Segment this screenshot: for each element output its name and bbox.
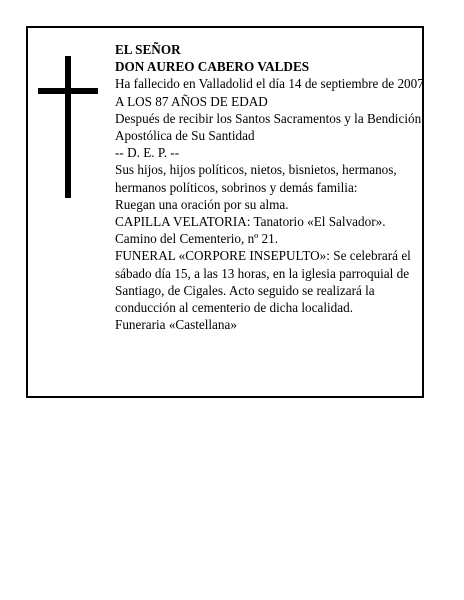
age-line: A LOS 87 AÑOS DE EDAD (115, 93, 268, 109)
death-notice: Ha fallecido en Valladolid el día 14 de septiembre de 2007 (115, 76, 424, 92)
prayer-request: Ruegan una oración por su alma. (115, 196, 289, 212)
deceased-name: DON AUREO CABERO VALDES (115, 59, 310, 75)
cross-icon (38, 56, 98, 198)
funeral-home: Funeraria «Castellana» (115, 317, 237, 333)
obituary-notice (26, 26, 424, 398)
cross-horizontal-bar (38, 88, 98, 94)
family-line: Sus hijos, hijos políticos, nietos, bisnietos, hermanos, hermanos políticos, sobrinos y demás familia: (115, 162, 397, 195)
funeral-info: FUNERAL «CORPORE INSEPULTO»: Se celebrará el sábado día 15, a las 13 horas, en la iglesia parroquial de Santiago, de Cigales. Acto seguido se realizará la conducción al cementerio de dicha localidad. (115, 248, 411, 316)
wake-info: CAPILLA VELATORIA: Tanatorio «El Salvador». Camino del Cementerio, nº 21. (115, 214, 386, 247)
cross-vertical-bar (65, 56, 71, 198)
notice-text (115, 41, 426, 333)
honorific: EL SEÑOR (115, 42, 181, 57)
rip-line: -- D. E. P. -- (115, 145, 180, 161)
sacraments-line: Después de recibir los Santos Sacramentos y la Bendición Apostólica de Su Santidad (115, 110, 422, 144)
